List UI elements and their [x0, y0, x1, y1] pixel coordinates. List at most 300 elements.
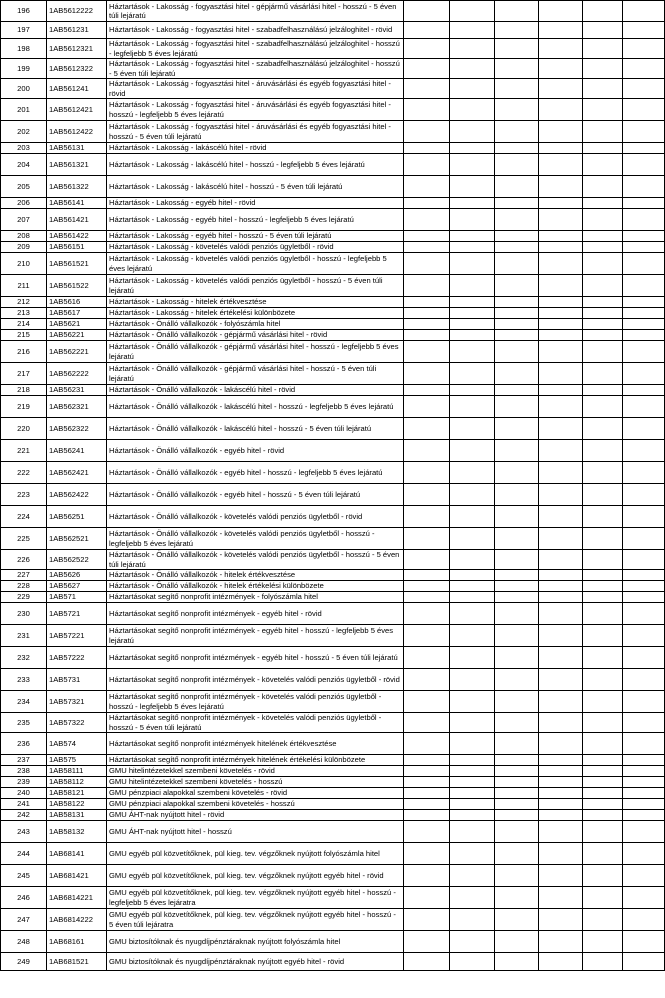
empty-cell: [539, 198, 583, 209]
empty-cell: [404, 909, 450, 931]
empty-cell: [450, 777, 495, 788]
empty-cell: [539, 592, 583, 603]
empty-cell: [539, 625, 583, 647]
table-row: [1, 766, 665, 777]
empty-cell: [404, 319, 450, 330]
row-number: 230: [1, 603, 47, 625]
row-code: 1AB58132: [47, 821, 107, 843]
row-number: 201: [1, 99, 47, 121]
empty-cell: [539, 570, 583, 581]
empty-cell: [495, 79, 539, 99]
row-code: 1AB56251: [47, 506, 107, 528]
empty-cell: [583, 39, 623, 59]
row-code: 1AB5731: [47, 669, 107, 691]
row-code: 1AB68141: [47, 843, 107, 865]
empty-cell: [539, 297, 583, 308]
table-row: [1, 506, 665, 528]
empty-cell: [539, 550, 583, 570]
empty-cell: [583, 550, 623, 570]
empty-cell: [495, 821, 539, 843]
empty-cell: [583, 755, 623, 766]
empty-cell: [495, 647, 539, 669]
table-row: [1, 669, 665, 691]
table-row: [1, 242, 665, 253]
row-number: 198: [1, 39, 47, 59]
empty-cell: [450, 341, 495, 363]
empty-cell: [623, 418, 665, 440]
row-code: 1AB561521: [47, 253, 107, 275]
table-row: [1, 209, 665, 231]
empty-cell: [539, 484, 583, 506]
row-number: 248: [1, 931, 47, 953]
row-description: Háztartások - Lakosság - lakáscélú hitel - hosszú - legfeljebb 5 éves lejáratú: [107, 154, 404, 176]
empty-cell: [539, 154, 583, 176]
empty-cell: [583, 647, 623, 669]
row-description: Háztartások - Lakosság - fogyasztási hitel - gépjármű vásárlási hitel - hosszú - 5 éven túli lejáratú: [107, 1, 404, 22]
row-code: 1AB562522: [47, 550, 107, 570]
empty-cell: [623, 581, 665, 592]
empty-cell: [495, 581, 539, 592]
row-number: 202: [1, 121, 47, 143]
empty-cell: [539, 931, 583, 953]
row-code: 1AB681421: [47, 865, 107, 887]
empty-cell: [623, 669, 665, 691]
empty-cell: [539, 810, 583, 821]
empty-cell: [623, 297, 665, 308]
empty-cell: [450, 1, 495, 22]
empty-cell: [495, 462, 539, 484]
empty-cell: [450, 909, 495, 931]
row-code: 1AB56131: [47, 143, 107, 154]
row-number: 238: [1, 766, 47, 777]
empty-cell: [623, 777, 665, 788]
empty-cell: [583, 396, 623, 418]
empty-cell: [450, 788, 495, 799]
row-number: 206: [1, 198, 47, 209]
empty-cell: [539, 528, 583, 550]
row-code: 1AB5612321: [47, 39, 107, 59]
empty-cell: [450, 821, 495, 843]
table-row: [1, 385, 665, 396]
row-description: GMU egyéb pül közvetítőknek, pül kieg. tev. végzőknek nyújtott egyéb hitel - hosszú - legfeljebb 5 éves lejáratra: [107, 887, 404, 909]
table-row: [1, 755, 665, 766]
empty-cell: [623, 953, 665, 971]
empty-cell: [404, 733, 450, 755]
empty-cell: [495, 418, 539, 440]
empty-cell: [450, 231, 495, 242]
empty-cell: [623, 766, 665, 777]
row-code: 1AB57322: [47, 713, 107, 733]
empty-cell: [450, 176, 495, 198]
table-row: [1, 810, 665, 821]
empty-cell: [539, 506, 583, 528]
table-row: [1, 330, 665, 341]
table-row: [1, 691, 665, 713]
row-description: GMU egyéb pül közvetítőknek, pül kieg. tev. végzőknek nyújtott folyószámla hitel: [107, 843, 404, 865]
row-description: Háztartásokat segítő nonprofit intézmények - követelés valódi penziós ügyletből - rövid: [107, 669, 404, 691]
empty-cell: [623, 396, 665, 418]
row-number: 232: [1, 647, 47, 669]
row-description: Háztartások - Önálló vállalkozók - hitelek értékvesztése: [107, 570, 404, 581]
empty-cell: [539, 231, 583, 242]
empty-cell: [450, 154, 495, 176]
empty-cell: [404, 766, 450, 777]
empty-cell: [404, 691, 450, 713]
row-code: 1AB56231: [47, 385, 107, 396]
row-number: 216: [1, 341, 47, 363]
empty-cell: [450, 669, 495, 691]
empty-cell: [539, 788, 583, 799]
empty-cell: [450, 550, 495, 570]
empty-cell: [404, 176, 450, 198]
row-description: Háztartások - Lakosság - egyéb hitel - hosszú - legfeljebb 5 éves lejáratú: [107, 209, 404, 231]
row-code: 1AB562322: [47, 418, 107, 440]
empty-cell: [495, 788, 539, 799]
empty-cell: [539, 865, 583, 887]
empty-cell: [583, 121, 623, 143]
empty-cell: [495, 363, 539, 385]
empty-cell: [495, 669, 539, 691]
empty-cell: [623, 363, 665, 385]
table-row: [1, 821, 665, 843]
row-code: 1AB58121: [47, 788, 107, 799]
row-code: 1AB6814222: [47, 909, 107, 931]
empty-cell: [539, 363, 583, 385]
empty-cell: [450, 755, 495, 766]
empty-cell: [404, 363, 450, 385]
empty-cell: [495, 297, 539, 308]
empty-cell: [539, 275, 583, 297]
empty-cell: [450, 385, 495, 396]
table-row: [1, 176, 665, 198]
empty-cell: [583, 253, 623, 275]
empty-cell: [450, 592, 495, 603]
row-code: 1AB5612421: [47, 99, 107, 121]
empty-cell: [583, 766, 623, 777]
row-number: 237: [1, 755, 47, 766]
row-description: GMU ÁHT-nak nyújtott hitel - hosszú: [107, 821, 404, 843]
empty-cell: [583, 669, 623, 691]
empty-cell: [623, 1, 665, 22]
empty-cell: [623, 592, 665, 603]
table-row: [1, 275, 665, 297]
empty-cell: [495, 143, 539, 154]
empty-cell: [495, 713, 539, 733]
table-row: [1, 99, 665, 121]
row-description: GMU pénzpiaci alapokkal szembeni követelés - rövid: [107, 788, 404, 799]
empty-cell: [623, 647, 665, 669]
empty-cell: [539, 330, 583, 341]
row-code: 1AB5721: [47, 603, 107, 625]
row-number: 212: [1, 297, 47, 308]
table-row: [1, 887, 665, 909]
empty-cell: [583, 319, 623, 330]
row-code: 1AB562321: [47, 396, 107, 418]
empty-cell: [539, 121, 583, 143]
empty-cell: [623, 603, 665, 625]
empty-cell: [583, 59, 623, 79]
row-code: 1AB56141: [47, 198, 107, 209]
empty-cell: [404, 570, 450, 581]
row-code: 1AB5612422: [47, 121, 107, 143]
empty-cell: [583, 799, 623, 810]
empty-cell: [404, 418, 450, 440]
empty-cell: [539, 209, 583, 231]
empty-cell: [450, 843, 495, 865]
empty-cell: [623, 865, 665, 887]
empty-cell: [495, 99, 539, 121]
row-number: 223: [1, 484, 47, 506]
empty-cell: [539, 440, 583, 462]
row-code: 1AB5612222: [47, 1, 107, 22]
empty-cell: [539, 669, 583, 691]
empty-cell: [539, 766, 583, 777]
empty-cell: [450, 59, 495, 79]
table-row: [1, 319, 665, 330]
empty-cell: [583, 275, 623, 297]
empty-cell: [539, 59, 583, 79]
empty-cell: [450, 319, 495, 330]
empty-cell: [404, 253, 450, 275]
empty-cell: [539, 581, 583, 592]
empty-cell: [450, 209, 495, 231]
empty-cell: [539, 462, 583, 484]
row-number: 234: [1, 691, 47, 713]
empty-cell: [450, 691, 495, 713]
empty-cell: [623, 198, 665, 209]
table-row: [1, 603, 665, 625]
empty-cell: [583, 1, 623, 22]
empty-cell: [583, 713, 623, 733]
row-number: 220: [1, 418, 47, 440]
row-description: Háztartások - Lakosság - egyéb hitel - rövid: [107, 198, 404, 209]
row-description: GMU hitelintézetekkel szembeni követelés - hosszú: [107, 777, 404, 788]
empty-cell: [495, 385, 539, 396]
row-description: Háztartások - Önálló vállalkozók - lakáscélú hitel - hosszú - 5 éven túli lejáratú: [107, 418, 404, 440]
empty-cell: [495, 341, 539, 363]
empty-cell: [495, 799, 539, 810]
empty-cell: [623, 462, 665, 484]
empty-cell: [450, 647, 495, 669]
row-description: GMU pénzpiaci alapokkal szembeni követelés - hosszú: [107, 799, 404, 810]
empty-cell: [539, 99, 583, 121]
empty-cell: [539, 143, 583, 154]
row-number: 204: [1, 154, 47, 176]
row-number: 227: [1, 570, 47, 581]
empty-cell: [539, 39, 583, 59]
empty-cell: [495, 198, 539, 209]
empty-cell: [495, 843, 539, 865]
empty-cell: [583, 330, 623, 341]
empty-cell: [539, 603, 583, 625]
table-row: [1, 143, 665, 154]
table-row: [1, 799, 665, 810]
empty-cell: [495, 887, 539, 909]
row-description: GMU hitelintézetekkel szembeni követelés - rövid: [107, 766, 404, 777]
empty-cell: [623, 242, 665, 253]
row-number: 207: [1, 209, 47, 231]
empty-cell: [450, 766, 495, 777]
empty-cell: [495, 603, 539, 625]
row-description: Háztartásokat segítő nonprofit intézmények - folyószámla hitel: [107, 592, 404, 603]
empty-cell: [623, 625, 665, 647]
row-description: GMU biztosítóknak és nyugdíjpénztáraknak nyújtott folyószámla hitel: [107, 931, 404, 953]
empty-cell: [450, 865, 495, 887]
empty-cell: [583, 581, 623, 592]
empty-cell: [495, 733, 539, 755]
empty-cell: [450, 143, 495, 154]
table-row: [1, 39, 665, 59]
empty-cell: [450, 297, 495, 308]
row-description: Háztartások - Önálló vállalkozók - gépjármű vásárlási hitel - rövid: [107, 330, 404, 341]
empty-cell: [583, 79, 623, 99]
table-row: [1, 308, 665, 319]
empty-cell: [623, 506, 665, 528]
row-number: 203: [1, 143, 47, 154]
row-code: 1AB561322: [47, 176, 107, 198]
empty-cell: [623, 143, 665, 154]
row-number: 245: [1, 865, 47, 887]
table-row: [1, 909, 665, 931]
row-description: Háztartásokat segítő nonprofit intézmények - egyéb hitel - hosszú - 5 éven túli lejáratú: [107, 647, 404, 669]
empty-cell: [450, 799, 495, 810]
row-number: 214: [1, 319, 47, 330]
row-code: 1AB562222: [47, 363, 107, 385]
row-number: 208: [1, 231, 47, 242]
empty-cell: [450, 887, 495, 909]
empty-cell: [583, 843, 623, 865]
empty-cell: [583, 570, 623, 581]
empty-cell: [495, 766, 539, 777]
empty-cell: [623, 713, 665, 733]
empty-cell: [404, 603, 450, 625]
empty-cell: [583, 363, 623, 385]
empty-cell: [495, 275, 539, 297]
empty-cell: [623, 121, 665, 143]
empty-cell: [623, 319, 665, 330]
row-code: 1AB561422: [47, 231, 107, 242]
row-number: 209: [1, 242, 47, 253]
empty-cell: [404, 647, 450, 669]
row-description: Háztartások - Lakosság - követelés valódi penziós ügyletből - rövid: [107, 242, 404, 253]
empty-cell: [450, 570, 495, 581]
row-code: 1AB562221: [47, 341, 107, 363]
empty-cell: [539, 733, 583, 755]
empty-cell: [583, 777, 623, 788]
empty-cell: [539, 909, 583, 931]
empty-cell: [583, 931, 623, 953]
empty-cell: [404, 242, 450, 253]
empty-cell: [583, 603, 623, 625]
empty-cell: [583, 99, 623, 121]
row-description: Háztartások - Önálló vállalkozók - követelés valódi penziós ügyletből - hosszú - legfeljebb 5 éves lejáratú: [107, 528, 404, 550]
row-code: 1AB561241: [47, 79, 107, 99]
table-row: [1, 253, 665, 275]
empty-cell: [539, 843, 583, 865]
table-row: [1, 462, 665, 484]
empty-cell: [539, 1, 583, 22]
empty-cell: [404, 755, 450, 766]
empty-cell: [539, 385, 583, 396]
empty-cell: [404, 121, 450, 143]
empty-cell: [450, 810, 495, 821]
empty-cell: [623, 909, 665, 931]
row-description: Háztartások - Önálló vállalkozók - lakáscélú hitel - rövid: [107, 385, 404, 396]
row-number: 231: [1, 625, 47, 647]
row-description: Háztartások - Önálló vállalkozók - hitelek értékelési különbözete: [107, 581, 404, 592]
row-number: 247: [1, 909, 47, 931]
table-row: [1, 22, 665, 39]
empty-cell: [404, 396, 450, 418]
empty-cell: [404, 198, 450, 209]
empty-cell: [450, 253, 495, 275]
table-row: [1, 843, 665, 865]
table-row: [1, 79, 665, 99]
empty-cell: [404, 330, 450, 341]
row-number: 225: [1, 528, 47, 550]
empty-cell: [583, 385, 623, 396]
row-number: 219: [1, 396, 47, 418]
row-code: 1AB56241: [47, 440, 107, 462]
row-code: 1AB5612322: [47, 59, 107, 79]
empty-cell: [495, 810, 539, 821]
empty-cell: [623, 330, 665, 341]
empty-cell: [539, 953, 583, 971]
table-row: [1, 528, 665, 550]
empty-cell: [495, 319, 539, 330]
row-description: Háztartásokat segítő nonprofit intézmények - követelés valódi penziós ügyletből - hosszú - 5 éven túli lejáratú: [107, 713, 404, 733]
empty-cell: [623, 22, 665, 39]
row-code: 1AB5617: [47, 308, 107, 319]
row-number: 239: [1, 777, 47, 788]
empty-cell: [495, 253, 539, 275]
row-description: Háztartások - Lakosság - lakáscélú hitel - hosszú - 5 éven túli lejáratú: [107, 176, 404, 198]
empty-cell: [404, 810, 450, 821]
empty-cell: [583, 242, 623, 253]
empty-cell: [450, 121, 495, 143]
row-code: 1AB574: [47, 733, 107, 755]
empty-cell: [623, 528, 665, 550]
empty-cell: [450, 22, 495, 39]
table-row: [1, 198, 665, 209]
empty-cell: [539, 308, 583, 319]
row-number: 244: [1, 843, 47, 865]
row-description: Háztartásokat segítő nonprofit intézmények - egyéb hitel - rövid: [107, 603, 404, 625]
row-number: 249: [1, 953, 47, 971]
row-number: 221: [1, 440, 47, 462]
row-description: Háztartások - Lakosság - fogyasztási hitel - áruvásárlási és egyéb fogyasztási hitel - rövid: [107, 79, 404, 99]
table-row: [1, 733, 665, 755]
row-description: Háztartások - Önálló vállalkozók - gépjármű vásárlási hitel - hosszú - legfeljebb 5 éves lejáratú: [107, 341, 404, 363]
row-code: 1AB561321: [47, 154, 107, 176]
empty-cell: [539, 418, 583, 440]
empty-cell: [404, 953, 450, 971]
empty-cell: [495, 121, 539, 143]
row-description: Háztartások - Lakosság - követelés valódi penziós ügyletből - hosszú - legfeljebb 5 éves lejáratú: [107, 253, 404, 275]
empty-cell: [623, 385, 665, 396]
empty-cell: [495, 176, 539, 198]
empty-cell: [623, 341, 665, 363]
empty-cell: [539, 341, 583, 363]
row-code: 1AB562422: [47, 484, 107, 506]
row-description: Háztartások - Lakosság - fogyasztási hitel - szabadfelhasználású jelzáloghitel - hosszú - 5 éven túli lejáratú: [107, 59, 404, 79]
table-row: [1, 777, 665, 788]
empty-cell: [404, 59, 450, 79]
row-number: 213: [1, 308, 47, 319]
row-code: 1AB58122: [47, 799, 107, 810]
empty-cell: [404, 297, 450, 308]
row-description: Háztartásokat segítő nonprofit intézmények - követelés valódi penziós ügyletből - hosszú - legfeljebb 5 éves lejáratú: [107, 691, 404, 713]
